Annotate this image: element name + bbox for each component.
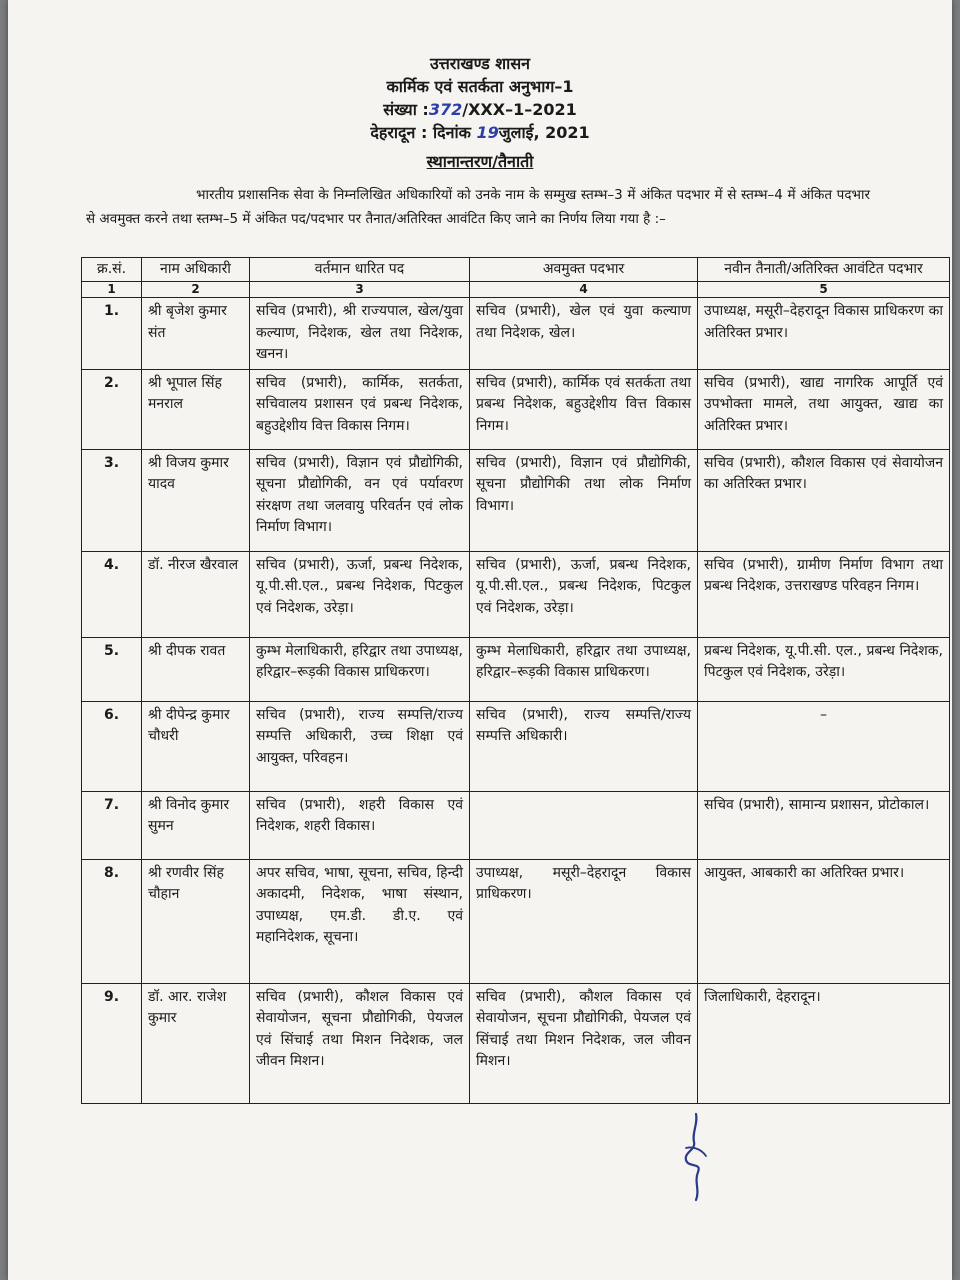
table-row [82, 369, 950, 449]
serial-cell: 7. [82, 791, 142, 859]
header-current-post: वर्तमान धारित पद [250, 258, 470, 282]
relieved-post-cell: सचिव (प्रभारी), राज्य सम्पत्ति/राज्य सम्पत्ति अधिकारी। [470, 701, 698, 791]
new-posting-cell: प्रबन्ध निदेशक, यू.पी.सी. एल., प्रबन्ध निदेशक, पिटकुल एवं निदेशक, उरेड़ा। [698, 637, 950, 701]
relieved-post-cell: सचिव (प्रभारी), कार्मिक एवं सतर्कता तथा प्रबन्ध निदेशक, बहुउद्देशीय वित्त विकास निगम। [470, 369, 698, 449]
document-page [8, 0, 952, 1280]
current-post-cell: सचिव (प्रभारी), कौशल विकास एवं सेवायोजन, सूचना प्रौद्योगिकी, पेयजल एवं सिंचाई तथा मिशन निदेशक, जल जीवन मिशन। [250, 983, 470, 1103]
table-row [82, 791, 950, 859]
officer-name-cell: डॉ. आर. राजेश कुमार [142, 983, 250, 1103]
current-post-cell: सचिव (प्रभारी), कार्मिक, सतर्कता, सचिवालय प्रशासन एवं प्रबन्ध निदेशक, बहुउद्देशीय वित्त विकास निगम। [250, 369, 470, 449]
table-row [82, 701, 950, 791]
serial-cell: 5. [82, 637, 142, 701]
relieved-post-cell [470, 791, 698, 859]
column-number: 3 [250, 282, 470, 298]
table-row [82, 983, 950, 1103]
current-post-cell: सचिव (प्रभारी), श्री राज्यपाल, खेल/युवा कल्याण, निदेशक, खेल तथा निदेशक, खनन। [250, 298, 470, 370]
signature-mark [676, 1110, 716, 1202]
officer-name-cell: श्री दीपेन्द्र कुमार चौधरी [142, 701, 250, 791]
current-post-cell: सचिव (प्रभारी), ऊर्जा, प्रबन्ध निदेशक, यू.पी.सी.एल., प्रबन्ध निदेशक, पिटकुल एवं निदेशक, उरेड़ा। [250, 551, 470, 637]
serial-cell: 2. [82, 369, 142, 449]
table-header-row [82, 258, 950, 282]
new-posting-cell: सचिव (प्रभारी), सामान्य प्रशासन, प्रोटोकाल। [698, 791, 950, 859]
column-number: 4 [470, 282, 698, 298]
table-row [82, 449, 950, 551]
table-row [82, 551, 950, 637]
current-post-cell: कुम्भ मेलाधिकारी, हरिद्वार तथा उपाध्यक्ष, हरिद्वार–रूड़की विकास प्राधिकरण। [250, 637, 470, 701]
relieved-post-cell: सचिव (प्रभारी), ऊर्जा, प्रबन्ध निदेशक, यू.पी.सी.एल., प्रबन्ध निदेशक, पिटकुल एवं निदेशक, उरेड़ा। [470, 551, 698, 637]
current-post-cell: अपर सचिव, भाषा, सूचना, सचिव, हिन्दी अकादमी, निदेशक, भाषा संस्थान, उपाध्यक्ष, एम.डी. डी.ए. एवं महानिदेशक, सूचना। [250, 859, 470, 983]
order-number: संख्या :372/XXX–1–2021 [383, 100, 577, 119]
column-number: 2 [142, 282, 250, 298]
order-date: देहरादून : दिनांक 19जुलाई, 2021 [370, 123, 590, 142]
header-relieved-post: अवमुक्त पदभार [470, 258, 698, 282]
new-posting-cell: सचिव (प्रभारी), ग्रामीण निर्माण विभाग तथा प्रबन्ध निदेशक, उत्तराखण्ड परिवहन निगम। [698, 551, 950, 637]
current-post-cell: सचिव (प्रभारी), राज्य सम्पत्ति/राज्य सम्पत्ति अधिकारी, उच्च शिक्षा एवं आयुक्त, परिवहन। [250, 701, 470, 791]
relieved-post-cell: सचिव (प्रभारी), खेल एवं युवा कल्याण तथा निदेशक, खेल। [470, 298, 698, 370]
serial-cell: 6. [82, 701, 142, 791]
subject-heading: स्थानान्तरण/तैनाती [426, 152, 534, 171]
government-name: उत्तराखण्ड शासन [429, 54, 531, 73]
relieved-post-cell: सचिव (प्रभारी), कौशल विकास एवं सेवायोजन, सूचना प्रौद्योगिकी, पेयजल एवं सिंचाई तथा मिशन निदेशक, जल जीवन मिशन। [470, 983, 698, 1103]
department-name: कार्मिक एवं सतर्कता अनुभाग–1 [386, 77, 574, 96]
intro-paragraph: भारतीय प्रशासनिक सेवा के निम्नलिखित अधिकारियों को उनके नाम के सम्मुख स्तम्भ–3 में अंकित पदभार में से स्तम्भ–4 में अंकित पदभार से अवमुक्त करने तथा स्तम्भ–5 में अंकित पद/पदभार पर तैनात/अतिरिक्त आवंटित किए जाने का निर्णय लिया गया है :– [86, 187, 870, 227]
column-number-row [82, 282, 950, 298]
serial-cell: 1. [82, 298, 142, 370]
serial-cell: 8. [82, 859, 142, 983]
new-posting-cell: उपाध्यक्ष, मसूरी–देहरादून विकास प्राधिकरण का अतिरिक्त प्रभार। [698, 298, 950, 370]
table-row [82, 637, 950, 701]
relieved-post-cell: सचिव (प्रभारी), विज्ञान एवं प्रौद्योगिकी, सूचना प्रौद्योगिकी तथा लोक निर्माण विभाग। [470, 449, 698, 551]
officer-name-cell: श्री बृजेश कुमार संत [142, 298, 250, 370]
new-posting-cell: जिलाधिकारी, देहरादून। [698, 983, 950, 1103]
relieved-post-cell: उपाध्यक्ष, मसूरी–देहरादून विकास प्राधिकरण। [470, 859, 698, 983]
header-officer-name: नाम अधिकारी [142, 258, 250, 282]
officer-name-cell: श्री विनोद कुमार सुमन [142, 791, 250, 859]
officer-name-cell: श्री भूपाल सिंह मनराल [142, 369, 250, 449]
officer-name-cell: श्री रणवीर सिंह चौहान [142, 859, 250, 983]
transfer-table [81, 257, 950, 1104]
serial-cell: 9. [82, 983, 142, 1103]
current-post-cell: सचिव (प्रभारी), विज्ञान एवं प्रौद्योगिकी, सूचना प्रौद्योगिकी, वन एवं पर्यावरण संरक्षण तथा जलवायु परिवर्तन एवं लोक निर्माण विभाग। [250, 449, 470, 551]
column-number: 1 [82, 282, 142, 298]
table-row [82, 859, 950, 983]
order-date-handwritten: 19 [476, 123, 499, 142]
officer-name-cell: श्री विजय कुमार यादव [142, 449, 250, 551]
officer-name-cell: श्री दीपक रावत [142, 637, 250, 701]
new-posting-cell: आयुक्त, आबकारी का अतिरिक्त प्रभार। [698, 859, 950, 983]
serial-cell: 3. [82, 449, 142, 551]
table-row [82, 298, 950, 370]
new-posting-cell: – [698, 701, 950, 791]
new-posting-cell: सचिव (प्रभारी), कौशल विकास एवं सेवायोजन का अतिरिक्त प्रभार। [698, 449, 950, 551]
header-new-posting: नवीन तैनाती/अतिरिक्त आवंटित पदभार [698, 258, 950, 282]
order-number-handwritten: 372 [428, 100, 463, 119]
relieved-post-cell: कुम्भ मेलाधिकारी, हरिद्वार तथा उपाध्यक्ष, हरिद्वार–रूड़की विकास प्राधिकरण। [470, 637, 698, 701]
officer-name-cell: डॉ. नीरज खैरवाल [142, 551, 250, 637]
new-posting-cell: सचिव (प्रभारी), खाद्य नागरिक आपूर्ति एवं उपभोक्ता मामले, तथा आयुक्त, खाद्य का अतिरिक्त प्रभार। [698, 369, 950, 449]
column-number: 5 [698, 282, 950, 298]
current-post-cell: सचिव (प्रभारी), शहरी विकास एवं निदेशक, शहरी विकास। [250, 791, 470, 859]
serial-cell: 4. [82, 551, 142, 637]
header-serial: क्र.सं. [82, 258, 142, 282]
letter-header [8, 52, 952, 144]
